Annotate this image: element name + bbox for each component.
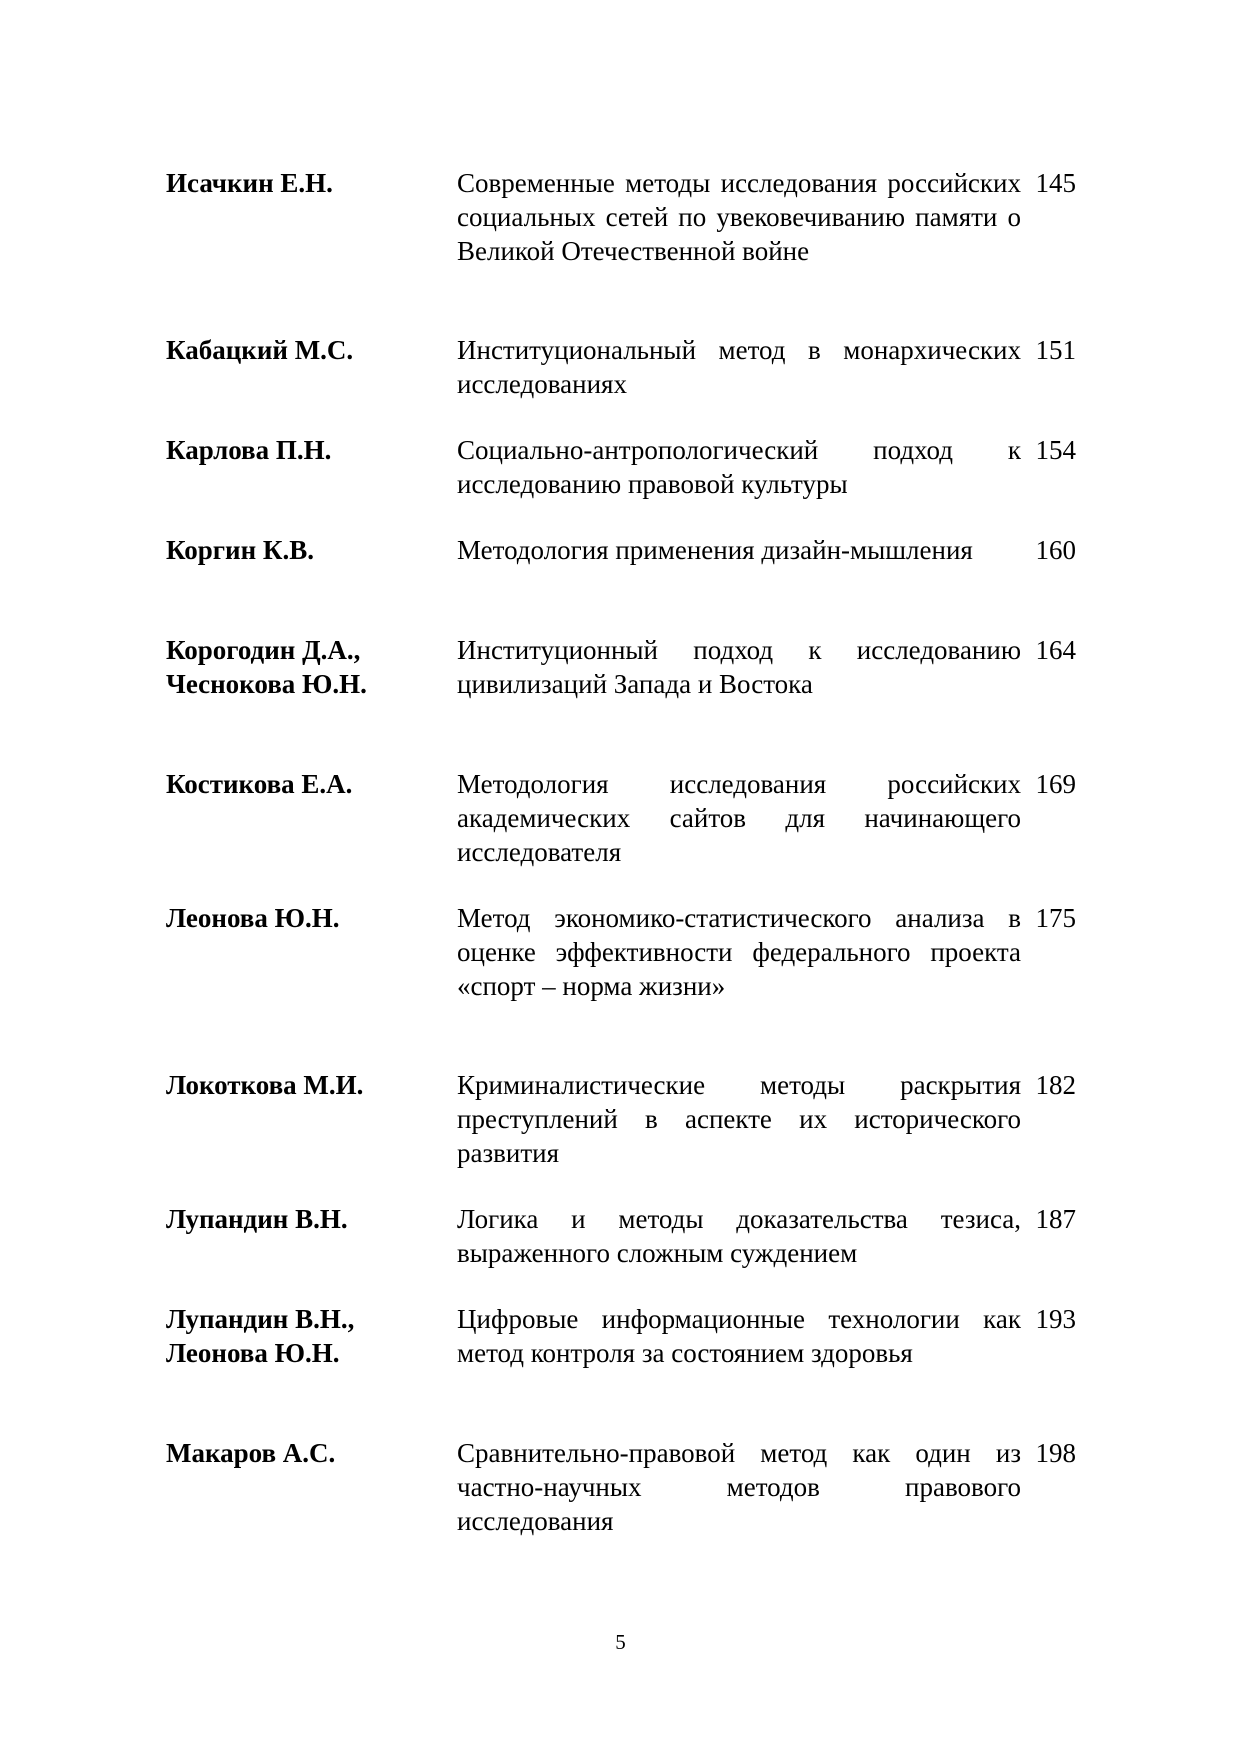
toc-page-number: 182	[1035, 1070, 1076, 1100]
toc-entry	[166, 166, 1076, 302]
toc-page-number: 169	[1035, 769, 1076, 799]
toc-author: Корогодин Д.А., Чеснокова Ю.Н.	[166, 635, 367, 699]
toc-entry	[166, 433, 1076, 501]
toc-author: Кабацкий М.С.	[166, 335, 354, 365]
toc-page-number: 175	[1035, 903, 1076, 933]
toc-entry	[166, 1068, 1076, 1170]
toc-title: Социально-антропологический подход к исследованию правовой культуры	[457, 435, 1021, 499]
toc-title: Методология исследования российских академических сайтов для начинающего исследователя	[457, 769, 1021, 867]
toc-page-number: 154	[1035, 435, 1076, 465]
toc-author: Леонова Ю.Н.	[166, 903, 340, 933]
toc-entry	[166, 633, 1076, 701]
toc-page-number: 160	[1035, 535, 1076, 565]
toc-title: Метод экономико-статистического анализа в оценке эффективности федерального проекта «спорт – норма жизни»	[457, 903, 1021, 1001]
toc-author: Лупандин В.Н., Леонова Ю.Н.	[166, 1304, 355, 1368]
toc-entry	[166, 1202, 1076, 1270]
toc-title: Институционный подход к исследованию цивилизаций Запада и Востока	[457, 635, 1021, 699]
toc-title: Методология применения дизайн-мышления	[457, 535, 973, 565]
page-number: 5	[615, 1630, 626, 1654]
toc-title: Цифровые информационные технологии как метод контроля за состоянием здоровья	[457, 1304, 1021, 1368]
toc-author: Карлова П.Н.	[166, 435, 332, 465]
toc-title: Современные методы исследования российских социальных сетей по увековечиванию памяти о Великой Отечественной войне	[457, 168, 1021, 266]
toc-entry	[166, 533, 1076, 601]
toc-author: Исачкин Е.Н.	[166, 168, 333, 198]
toc-entry	[166, 333, 1076, 401]
toc-author: Лупандин В.Н.	[166, 1204, 348, 1234]
toc-author: Костикова Е.А.	[166, 769, 353, 799]
toc-title: Сравнительно-правовой метод как один из частно-научных методов правового исследования	[457, 1438, 1021, 1536]
toc-page-number: 198	[1035, 1438, 1076, 1468]
toc-title: Криминалистические методы раскрытия преступлений в аспекте их исторического развития	[457, 1070, 1021, 1168]
toc-entry	[166, 901, 1076, 1003]
toc-page-number: 145	[1035, 168, 1076, 198]
toc-author: Макаров А.С.	[166, 1438, 336, 1468]
toc-author: Локоткова М.И.	[166, 1070, 364, 1100]
toc-entry	[166, 1436, 1076, 1538]
toc-page-number: 164	[1035, 635, 1076, 665]
toc-title: Логика и методы доказательства тезиса, выраженного сложным суждением	[457, 1204, 1021, 1268]
toc-title: Институциональный метод в монархических исследованиях	[457, 335, 1021, 399]
toc-page-number: 187	[1035, 1204, 1076, 1234]
toc-entry	[166, 1302, 1076, 1370]
toc-page-number: 151	[1035, 335, 1076, 365]
toc-author: Коргин К.В.	[166, 535, 314, 565]
toc-page-number: 193	[1035, 1304, 1076, 1334]
toc-entry	[166, 767, 1076, 869]
